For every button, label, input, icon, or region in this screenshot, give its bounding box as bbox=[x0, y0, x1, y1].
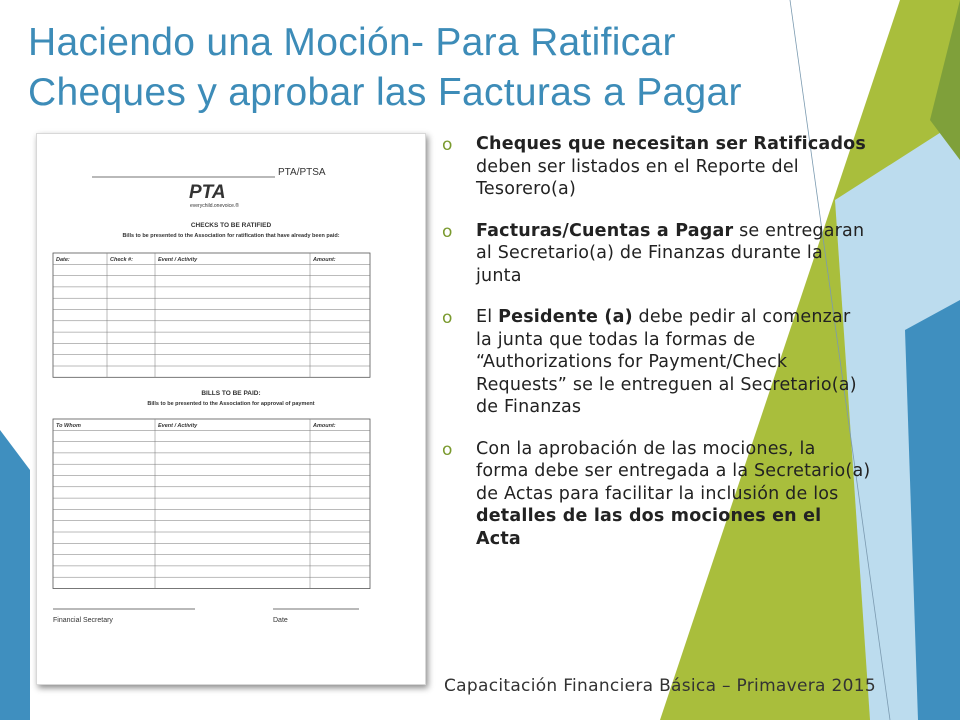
checks-table bbox=[53, 253, 370, 377]
form-header: PTA/PTSA bbox=[278, 167, 326, 178]
checks-subtitle: Bills to be presented to the Association for ratification that have already been paid: bbox=[122, 233, 340, 239]
signature-label: Financial Secretary bbox=[53, 617, 113, 624]
bullet-item bbox=[442, 306, 872, 419]
bills-title: BILLS TO BE PAID: bbox=[201, 390, 261, 397]
table-border bbox=[53, 253, 370, 377]
bullet-marker: o bbox=[442, 135, 453, 155]
bullet-item bbox=[442, 133, 872, 201]
title-line-2: Cheques y aprobar las Facturas a Pagar bbox=[28, 71, 742, 114]
bullet-marker: o bbox=[442, 221, 453, 242]
left-blue-shard bbox=[0, 430, 30, 720]
table-border bbox=[53, 419, 370, 589]
bills-table bbox=[53, 419, 370, 589]
pta-tagline: everychild.onevoice.® bbox=[190, 203, 239, 209]
title-line-1: Haciendo una Moción- Para Ratificar bbox=[28, 21, 676, 64]
bullet-text: se entregaran al Secretario(a) de Finanzas durante la junta bbox=[476, 220, 865, 286]
bullet-bold-text: Pesidente (a) bbox=[498, 307, 633, 327]
bullet-text: El bbox=[476, 307, 499, 327]
bullet-item bbox=[442, 220, 872, 288]
slide-title bbox=[28, 18, 928, 118]
table-column-header: Amount: bbox=[313, 423, 336, 429]
bullet-bold-text: Facturas/Cuentas a Pagar bbox=[476, 220, 734, 241]
bullet-marker: o bbox=[442, 439, 453, 460]
table-column-header: Event / Activity bbox=[158, 257, 198, 263]
bullet-text: Con la aprobación de las mociones, la forma debe ser entregada a la Secretario(a) de Actas para facilitar la inclusión de los bbox=[476, 438, 871, 504]
bullet-text: deben ser listados en el Reporte del Tesorero(a) bbox=[476, 156, 799, 199]
pta-logo: PTA bbox=[189, 182, 226, 203]
table-column-header: Date: bbox=[56, 257, 70, 263]
bullet-list bbox=[442, 133, 872, 569]
table-column-header: Check #: bbox=[110, 257, 133, 263]
bullet-marker: o bbox=[442, 308, 453, 328]
bullet-bold-text: Cheques que necesitan ser Ratificados bbox=[476, 134, 867, 154]
checks-title: CHECKS TO BE RATIFIED bbox=[190, 222, 272, 229]
table-column-header: Event / Activity bbox=[158, 423, 198, 429]
bullet-bold-text: detalles de las dos mociones en el Acta bbox=[476, 506, 822, 549]
bullet-text: debe pedir al comenzar la junta que todas la formas de “Authorizations for Payment/Check Requests” se le entreguen al Secretario(a) de Finanzas bbox=[476, 307, 857, 417]
bills-subtitle: Bills to be presented to the Association for approval of payment bbox=[147, 401, 315, 407]
slide-footer: Capacitación Financiera Básica – Primavera 2015 bbox=[444, 676, 876, 696]
table-column-header: Amount: bbox=[313, 257, 336, 263]
date-label: Date bbox=[273, 617, 288, 624]
table-column-header: To Whom bbox=[56, 423, 81, 429]
form-image bbox=[36, 133, 426, 685]
bullet-item bbox=[442, 438, 872, 551]
